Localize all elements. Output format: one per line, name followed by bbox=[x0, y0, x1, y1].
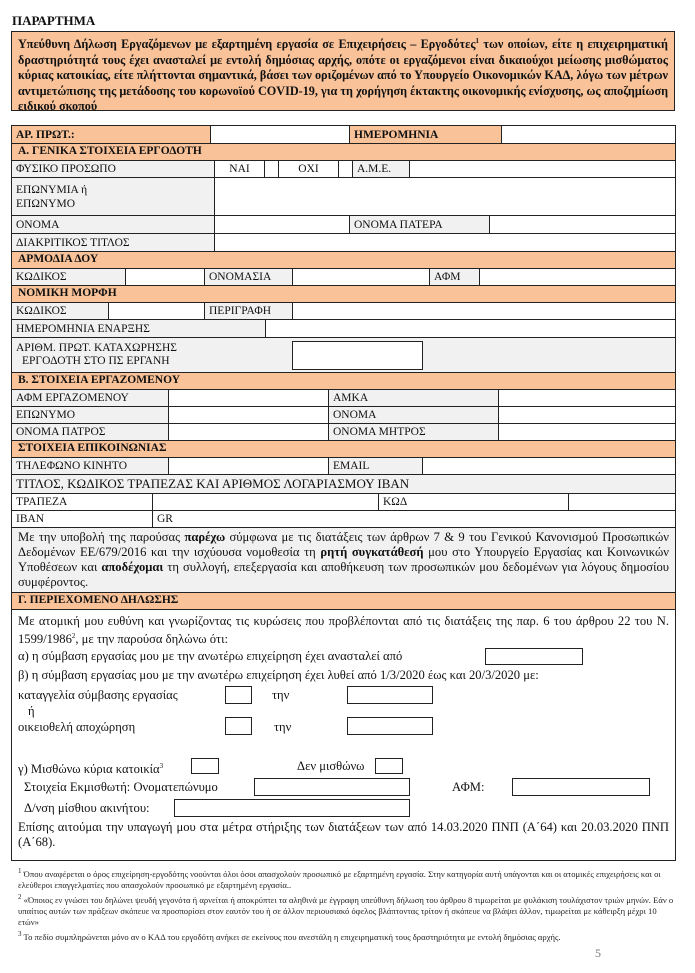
or-label: ή bbox=[28, 704, 35, 718]
company-name-label bbox=[12, 178, 215, 215]
ame-field[interactable] bbox=[410, 161, 675, 177]
legal-form-description-field[interactable] bbox=[293, 303, 675, 319]
intro-text-part1: Υπεύθυνη Δήλωση Εργαζόμενων με εξαρτημένη εργασία σε Επιχειρήσεις – Εργοδότες bbox=[18, 37, 476, 52]
bank-field[interactable] bbox=[153, 494, 379, 510]
trade-name-row bbox=[12, 234, 675, 252]
company-name-field[interactable] bbox=[215, 178, 675, 215]
footnotes bbox=[18, 866, 678, 943]
resignation-checkbox[interactable] bbox=[225, 717, 252, 735]
legal-form-code-label: ΚΩΔΙΚΟΣ bbox=[12, 303, 109, 319]
legal-form-code-field[interactable] bbox=[109, 303, 205, 319]
property-address-label: Δ/νση μίσθιου ακινήτου: bbox=[24, 801, 150, 815]
page-number: 5 bbox=[595, 946, 601, 960]
ergani-number-field[interactable] bbox=[292, 341, 423, 370]
email-label: EMAIL bbox=[329, 458, 423, 474]
father-name-field[interactable] bbox=[490, 216, 675, 233]
footnote-text: Όπου αναφέρεται ο όρος επιχείρηση-εργοδότης νοούνται όλοι όσοι απασχολούν προσωπικό με εξαρτημένη εργασία. Στην κατηγορία αυτή υπάγονται και οι ατομικές επιχειρήσεις και οι ελεύθεροι επαγγελματίες που απασχολούν προσωπικό με εξαρτημένη εργασία.. bbox=[18, 868, 661, 891]
employee-afm-field[interactable] bbox=[169, 390, 329, 406]
section-b-title: Β. ΣΤΟΙΧΕΙΑ ΕΡΓΑΖΟΜΕΝΟΥ bbox=[12, 373, 675, 389]
employee-parents-row bbox=[12, 424, 675, 441]
no-checkbox[interactable] bbox=[339, 161, 353, 177]
resignation-label: οικειοθελή αποχώρηση bbox=[18, 720, 136, 734]
lessor-afm-field[interactable] bbox=[512, 778, 650, 796]
ergani-label-line2: ΕΡΓΟΔΟΤΗ ΣΤΟ ΠΣ ΕΡΓΑΝΗ bbox=[22, 355, 170, 367]
employee-afm-row bbox=[12, 390, 675, 407]
consent-text bbox=[12, 528, 675, 592]
termination-date-field[interactable] bbox=[347, 686, 433, 704]
footnote-ref-3: 3 bbox=[159, 762, 164, 770]
tax-office-afm-field[interactable] bbox=[480, 269, 675, 285]
protocol-number-label: ΑΡ. ΠΡΩΤ.: bbox=[12, 126, 211, 143]
footnote-2 bbox=[18, 892, 678, 929]
termination-on-label: την bbox=[272, 688, 290, 702]
footnote-ref-2: 2 bbox=[71, 632, 76, 640]
item-c-text: γ) Μισθώνω κύρια κατοικία bbox=[18, 762, 160, 777]
company-name-row bbox=[12, 178, 675, 216]
footnote-mark: 2 bbox=[18, 892, 22, 901]
legal-form-description-label: ΠΕΡΙΓΡΑΦΗ bbox=[205, 303, 293, 319]
tax-office-code-label: ΚΩΔΙΚΟΣ bbox=[12, 269, 126, 285]
employee-mother-label: ΟΝΟΜΑ ΜΗΤΡΟΣ bbox=[329, 424, 499, 440]
employer-name-row bbox=[12, 216, 675, 234]
employee-name-row bbox=[12, 407, 675, 424]
start-date-row bbox=[12, 320, 675, 338]
lessor-name-field[interactable] bbox=[254, 778, 410, 796]
employee-afm-label: ΑΦΜ ΕΡΓΑΖΟΜΕΝΟΥ bbox=[12, 390, 169, 406]
contact-title: ΣΤΟΙΧΕΙΑ ΕΠΙΚΟΙΝΩΝΙΑΣ bbox=[12, 441, 675, 457]
resignation-on-label: την bbox=[274, 720, 292, 734]
no-label: ΟΧΙ bbox=[279, 161, 339, 177]
consent-text-part: σύμφωνα με τις διατάξεις των άρθρων 7 & 9 του Γενικού Κανονισμού Προσωπικών Δεδομένων ΕΕ/679/2016 και την ισχύουσα νομοθεσία τη bbox=[18, 530, 669, 559]
tax-office-afm-label: ΑΦΜ bbox=[430, 269, 480, 285]
intro-text-part2: των οποίων, είτε η επιχειρηματική δραστηριότητά τους έχει ανασταλεί με εντολή δημόσιας αρχής, οπότε οι εργαζόμενοι είναι δικαιούχοι μείωσης μισθώματος κύριας κατοικίας, είτε πλήττονται σημαντικά, βάσει των οριζομένων από το Υπουργείο Οικονομικών ΚΑΔ, λόγω των μέτρων αντιμετώπισης της μετάδοσης του κορωνοϊού COVID-19, για τη χορήγηση έκτακτης οικονομικής ενίσχυσης, ως αποζημίωση ειδικού σκοπού bbox=[18, 37, 668, 114]
iban-row bbox=[12, 511, 675, 528]
footnote-text: Το πεδίο συμπληρώνεται μόνο αν ο ΚΑΔ του εργοδότη ανήκει σε εκείνους που ανεστάλη η επιχειρηματική τους δραστηριότητα με εντολή δημόσιας αρχής. bbox=[21, 931, 561, 942]
date-label: ΗΜΕΡΟΜΗΝΙΑ bbox=[350, 126, 502, 143]
declaration-intro-text bbox=[18, 614, 669, 647]
item-a-label: α) η σύμβαση εργασίας μου με την ανωτέρω επιχείρηση έχει ανασταλεί από bbox=[18, 649, 403, 663]
termination-checkbox[interactable] bbox=[225, 686, 252, 704]
yes-label: ΝΑΙ bbox=[215, 161, 265, 177]
declaration-intro-part1: Με ατομική μου ευθύνη και γνωρίζοντας τις κυρώσεις που προβλέπονται από τις διατάξεις της παρ. 6 του άρθρου 22 του Ν. 1599/1986 bbox=[18, 614, 669, 647]
first-name-label: ΟΝΟΜΑ bbox=[12, 216, 215, 233]
tax-office-name-label: ΟΝΟΜΑΣΙΑ bbox=[205, 269, 293, 285]
termination-label: καταγγελία σύμβασης εργασίας bbox=[18, 688, 178, 702]
lessor-afm-label: ΑΦΜ: bbox=[452, 780, 485, 794]
tax-office-title: ΑΡΜΟΔΙΑ ΔΟΥ bbox=[12, 252, 675, 268]
tax-office-name-field[interactable] bbox=[293, 269, 430, 285]
section-c-title: Γ. ΠΕΡΙΕΧΟΜΕΝΟ ΔΗΛΩΣΗΣ bbox=[12, 593, 675, 609]
trade-name-field[interactable] bbox=[215, 234, 675, 251]
ergani-label bbox=[12, 338, 287, 372]
footnote-ref-1: 1 bbox=[475, 37, 479, 45]
consent-text-part: τη συλλογή, επεξεργασία και αποθήκευση των προσωπικών μου δεδομένων για λόγους δημοσίου συμφέροντος. bbox=[18, 560, 669, 589]
lessor-label: Στοιχεία Εκμισθωτή: Ονοματεπώνυμο bbox=[24, 780, 218, 794]
amka-label: ΑΜΚΑ bbox=[329, 390, 499, 406]
company-name-label-line2: ΕΠΩΝΥΜΟ bbox=[16, 197, 76, 210]
first-name-field[interactable] bbox=[215, 216, 350, 233]
declaration-form bbox=[11, 125, 676, 861]
start-date-field[interactable] bbox=[266, 320, 675, 337]
bank-heading-row bbox=[12, 475, 675, 494]
amka-field[interactable] bbox=[499, 390, 675, 406]
item-c-label bbox=[18, 759, 163, 777]
natural-person-label: ΦΥΣΙΚΟ ΠΡΟΣΩΠΟ bbox=[12, 161, 215, 177]
start-date-label: ΗΜΕΡΟΜΗΝΙΑ ΕΝΑΡΞΗΣ bbox=[12, 320, 266, 337]
mobile-field[interactable] bbox=[169, 458, 329, 474]
ame-label: Α.Μ.Ε. bbox=[353, 161, 410, 177]
footnote-mark: 3 bbox=[18, 929, 22, 938]
closing-request: Επίσης αιτούμαι την υπαγωγή μου στα μέτρα στήριξης των διατάξεων των από 14.03.2020 ΠΝΠ (Α΄64) και 20.03.2020 ΠΝΠ (Α΄68). bbox=[18, 820, 669, 849]
bank-label: ΤΡΑΠΕΖΑ bbox=[12, 494, 153, 510]
email-field[interactable] bbox=[423, 458, 675, 474]
tax-office-code-field[interactable] bbox=[126, 269, 205, 285]
bank-row bbox=[12, 494, 675, 511]
iban-label: IBAN bbox=[12, 511, 153, 527]
footnote-3 bbox=[18, 929, 678, 943]
declaration-content bbox=[12, 610, 675, 860]
contact-row bbox=[12, 458, 675, 475]
legal-form-title: ΝΟΜΙΚΗ ΜΟΡΦΗ bbox=[12, 286, 675, 302]
company-name-label-line1: ΕΠΩΝΥΜΙΑ ή bbox=[16, 183, 88, 196]
consent-bold-explicit-consent: ρητή συγκατάθεσή bbox=[320, 545, 424, 559]
iban-field[interactable]: GR bbox=[153, 511, 675, 527]
trade-name-label: ΔΙΑΚΡΙΤΙΚΟΣ ΤΙΤΛΟΣ bbox=[12, 234, 215, 251]
employee-surname-field[interactable] bbox=[169, 407, 329, 423]
declaration-intro bbox=[11, 31, 675, 114]
suspension-date-field[interactable] bbox=[485, 648, 583, 665]
item-b-label: β) η σύμβαση εργασίας μου με την ανωτέρω επιχείρηση έχει λυθεί από 1/3/2020 έως και 20/3/2020 με: bbox=[18, 668, 539, 682]
consent-text-part: μου στο Υπουργείο Εργασίας και Κοινωνικών Υποθέσεων και bbox=[18, 545, 669, 574]
tax-office-row bbox=[12, 269, 675, 286]
bank-heading: ΤΙΤΛΟΣ, ΚΩΔΙΚΟΣ ΤΡΑΠΕΖΑΣ ΚΑΙ ΑΡΙΘΜΟΣ ΛΟΓΑΡΙΑΣΜΟΥ IBAN bbox=[12, 475, 675, 493]
bank-code-label: ΚΩΔ bbox=[379, 494, 569, 510]
employee-name-label: ΟΝΟΜΑ bbox=[329, 407, 499, 423]
rent-checkbox[interactable] bbox=[191, 758, 219, 774]
consent-text-part: Με την υποβολή της παρούσας bbox=[18, 530, 185, 544]
section-a-title: Α. ΓΕΝΙΚΑ ΣΤΟΙΧΕΙΑ ΕΡΓΟΔΟΤΗ bbox=[12, 144, 675, 160]
not-rent-checkbox[interactable] bbox=[375, 758, 403, 774]
consent-bold-provide: παρέχω bbox=[184, 530, 226, 544]
father-name-label: ΟΝΟΜΑ ΠΑΤΕΡΑ bbox=[350, 216, 490, 233]
protocol-number-field[interactable] bbox=[211, 126, 350, 143]
consent-bold-accept: αποδέχομαι bbox=[101, 560, 164, 574]
appendix-title: ΠΑΡΑΡΤΗΜΑ bbox=[12, 13, 96, 28]
employee-mother-field[interactable] bbox=[499, 424, 675, 440]
declaration-intro-part2: , με την παρούσα δηλώνω ότι: bbox=[75, 632, 228, 647]
employee-surname-label: ΕΠΩΝΥΜΟ bbox=[12, 407, 169, 423]
employee-father-label: ΟΝΟΜΑ ΠΑΤΡΟΣ bbox=[12, 424, 169, 440]
consent-row bbox=[12, 528, 675, 593]
date-field[interactable] bbox=[502, 126, 675, 143]
employee-name-field[interactable] bbox=[499, 407, 675, 423]
protocol-row bbox=[12, 126, 675, 144]
footnote-mark: 1 bbox=[18, 867, 22, 875]
property-address-field[interactable] bbox=[174, 799, 410, 817]
bank-code-field[interactable] bbox=[569, 494, 675, 510]
resignation-date-field[interactable] bbox=[347, 717, 433, 735]
legal-form-row bbox=[12, 303, 675, 320]
ergani-label-line1: ΑΡΙΘΜ. ΠΡΩΤ. ΚΑΤΑΧΩΡΗΣΗΣ bbox=[16, 342, 177, 354]
yes-checkbox[interactable] bbox=[265, 161, 279, 177]
employee-father-field[interactable] bbox=[169, 424, 329, 440]
not-rent-label: Δεν μισθώνω bbox=[297, 759, 365, 773]
footnote-1 bbox=[18, 866, 678, 892]
footnote-text: «Όποιος εν γνώσει του δηλώνει ψευδή γεγονότα ή αρνείται ή αποκρύπτει τα αληθινά με έγγραφη υπεύθυνη δήλωση του άρθρου 8 τιμωρείται με φυλάκιση τουλάχιστον τριών μηνών. Εάν ο υπαίτιος αυτών των πράξεων σκόπευε να προσπορίσει στον εαυτόν του ή σε άλλον περιουσιακό όφελος βλάπτοντας τρίτον ή σκόπευε να βλάψει άλλον, τιμωρείται με κάθειρξη μέχρι 10 ετών» bbox=[18, 894, 674, 928]
ergani-row bbox=[12, 338, 675, 373]
natural-person-row bbox=[12, 161, 675, 178]
mobile-label: ΤΗΛΕΦΩΝΟ ΚΙΝΗΤΟ bbox=[12, 458, 169, 474]
